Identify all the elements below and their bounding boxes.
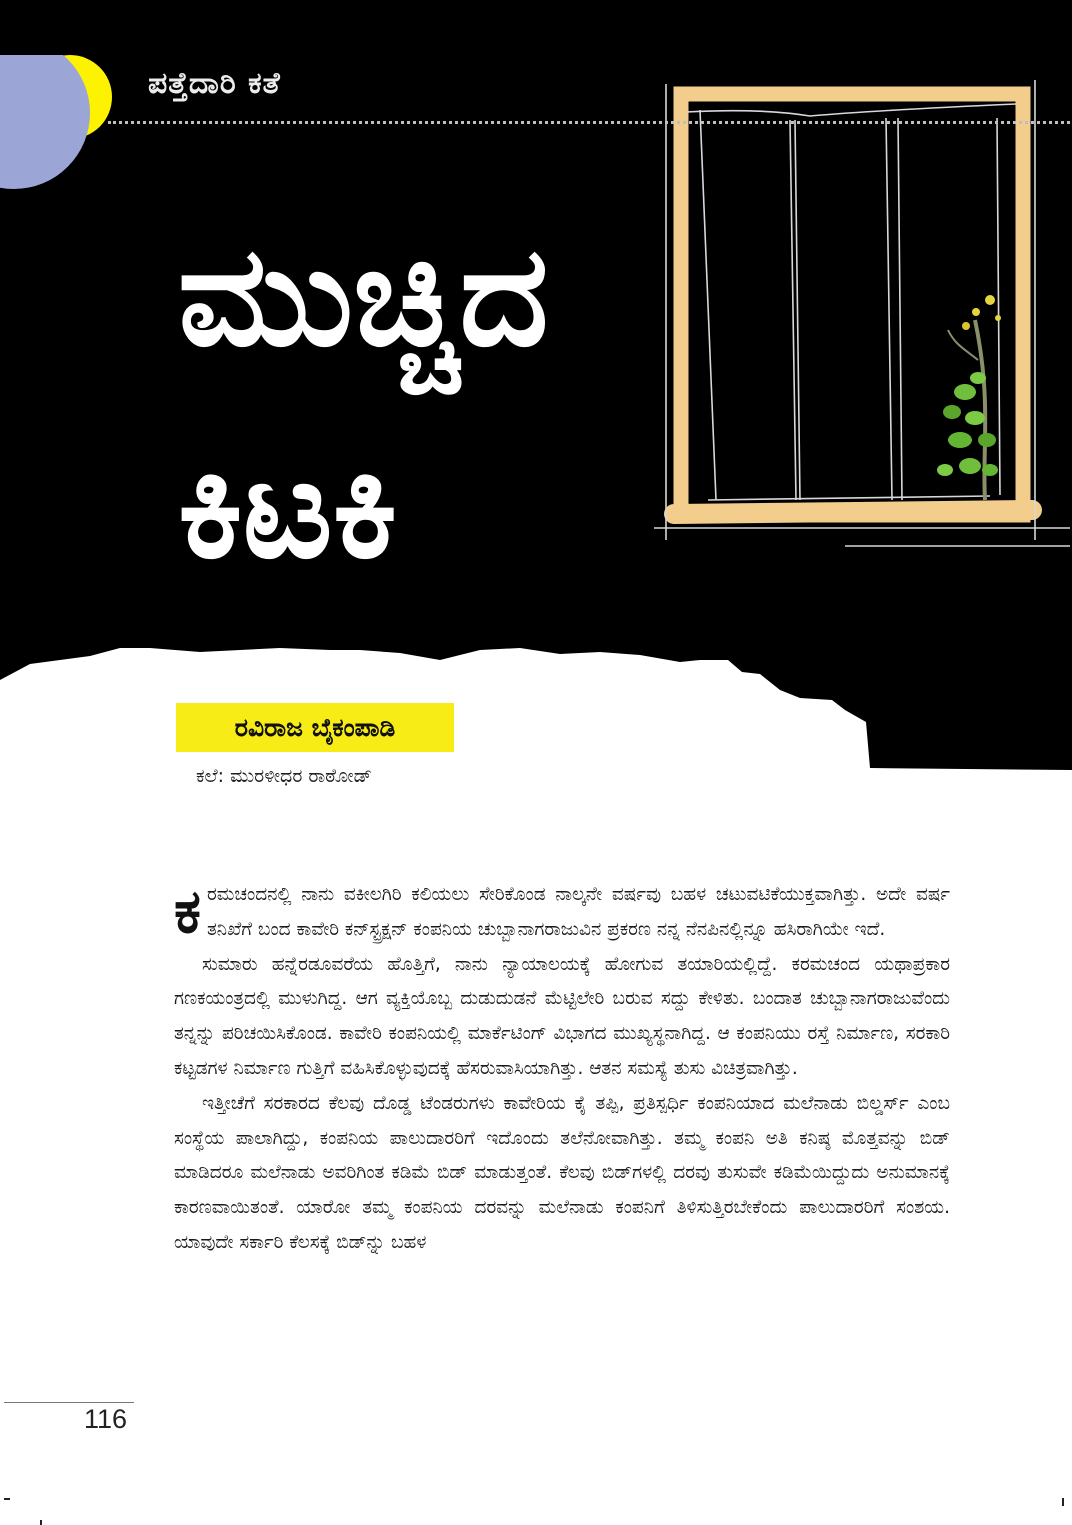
- category-label: ಪತ್ತೆದಾರಿ ಕತೆ: [148, 66, 281, 101]
- art-credit: ಕಲೆ: ಮುರಳೀಧರ ರಾಠೋಡ್: [196, 765, 372, 787]
- author-name: ರವಿರಾಜ ಬೈಕಂಪಾಡಿ: [234, 712, 396, 742]
- story-title-line-1: ಮುಚ್ಚಿದ: [178, 216, 549, 377]
- crop-mark: [1062, 1498, 1064, 1506]
- story-title-line-2: ಕಿಟಕಿ: [178, 428, 398, 589]
- dotted-divider: [108, 121, 1070, 124]
- author-badge: [176, 703, 454, 752]
- drop-cap: ಕ: [174, 877, 201, 947]
- page-number: 116: [84, 1404, 128, 1434]
- article-paragraph: ಸುಮಾರು ಹನ್ನೆರಡೂವರೆಯ ಹೊತ್ತಿಗೆ, ನಾನು ನ್ಯಾಯಾಲಯಕ್ಕೆ ಹೋಗುವ ತಯಾರಿಯಲ್ಲಿದ್ದೆ. ಕರಮಚಂದ ಯಥಾಪ್ರಕಾರ ಗಣಕಯಂತ್ರದಲ್ಲಿ ಮುಳುಗಿದ್ದ. ಆಗ ವ್ಯಕ್ತಿಯೊಬ್ಬ ದುಡುದುಡನೆ ಮೆಟ್ಟಿಲೇರಿ ಬರುವ ಸದ್ದು ಕೇಳಿತು. ಬಂದಾತ ಚುಬ್ಬಾನಾಗರಾಜುವೆಂದು ತನ್ನನ್ನು ಪರಿಚಯಿಸಿಕೊಂಡ. ಕಾವೇರಿ ಕಂಪನಿಯಲ್ಲಿ ಮಾರ್ಕೆಟಿಂಗ್ ವಿಭಾಗದ ಮುಖ್ಯಸ್ಥನಾಗಿದ್ದ. ಆ ಕಂಪನಿಯು ರಸ್ತೆ ನಿರ್ಮಾಣ, ಸರಕಾರಿ ಕಟ್ಟಡಗಳ ನಿರ್ಮಾಣ ಗುತ್ತಿಗೆ ವಹಿಸಿಕೊಳ್ಳುವುದಕ್ಕೆ ಹೆಸರುವಾಸಿಯಾಗಿತ್ತು. ಆತನ ಸಮಸ್ಯೆ ತುಸು ವಿಚಿತ್ರವಾಗಿತ್ತು.: [174, 953, 950, 1079]
- article-paragraph: ಇತ್ತೀಚೆಗೆ ಸರಕಾರದ ಕೆಲವು ದೊಡ್ಡ ಟೆಂಡರುಗಳು ಕಾವೇರಿಯ ಕೈ ತಪ್ಪಿ, ಪ್ರತಿಸ್ಪರ್ಧಿ ಕಂಪನಿಯಾದ ಮಲೆನಾಡು ಬಿಲ್ಡರ್ಸ್ ಎಂಬ ಸಂಸ್ಥೆಯ ಪಾಲಾಗಿದ್ದು, ಕಂಪನಿಯ ಪಾಲುದಾರರಿಗೆ ಇದೊಂದು ತಲೆನೋವಾಗಿತ್ತು. ತಮ್ಮ ಕಂಪನಿ ಅತಿ ಕನಿಷ್ಠ ಮೊತ್ತವನ್ನು ಬಿಡ್ ಮಾಡಿದರೂ ಮಲೆನಾಡು ಅವರಿಗಿಂತ ಕಡಿಮೆ ಬಿಡ್ ಮಾಡುತ್ತಂತೆ. ಕೆಲವು ಬಿಡ್‌ಗಳಲ್ಲಿ ದರವು ತುಸುವೇ ಕಡಿಮೆಯಿದ್ದುದು ಅನುಮಾನಕ್ಕೆ ಕಾರಣವಾಯಿತಂತೆ. ಯಾರೋ ತಮ್ಮ ಕಂಪನಿಯ ದರವನ್ನು ಮಲೆನಾಡು ಕಂಪನಿಗೆ ತಿಳಿಸುತ್ತಿರಬೇಕೆಂದು ಪಾಲುದಾರರಿಗೆ ಸಂಶಯ. ಯಾವುದೇ ಸರ್ಕಾರಿ ಕೆಲಸಕ್ಕೆ ಬಿಡ್‌ನ್ನು ಬಹಳ: [174, 1092, 950, 1253]
- footer-rule: [4, 1402, 134, 1403]
- moon-icon: [0, 55, 120, 205]
- crop-mark: [40, 1520, 42, 1525]
- window-sill: [674, 510, 1032, 514]
- crop-mark: [4, 1498, 10, 1500]
- article-body: [174, 878, 950, 1261]
- article-paragraph: [174, 878, 950, 948]
- paragraph-text: ರಮಚಂದನಲ್ಲಿ ನಾನು ವಕೀಲಗಿರಿ ಕಲಿಯಲು ಸೇರಿಕೊಂಡ ನಾಲ್ಕನೇ ವರ್ಷವು ಬಹಳ ಚಟುವಟಿಕೆಯುಕ್ತವಾಗಿತ್ತು. ಅದೇ ವರ್ಷ ತನಿಖೆಗೆ ಬಂದ ಕಾವೇರಿ ಕನ್‌ಸ್ಟ್ರಕ್ಷನ್ ಕಂಪನಿಯ ಚುಬ್ಬಾನಾಗರಾಜುವಿನ ಪ್ರಕರಣ ನನ್ನ ನೆನಪಿನಲ್ಲಿನ್ನೂ ಹಸಿರಾಗಿಯೇ ಇದೆ.: [207, 884, 950, 940]
